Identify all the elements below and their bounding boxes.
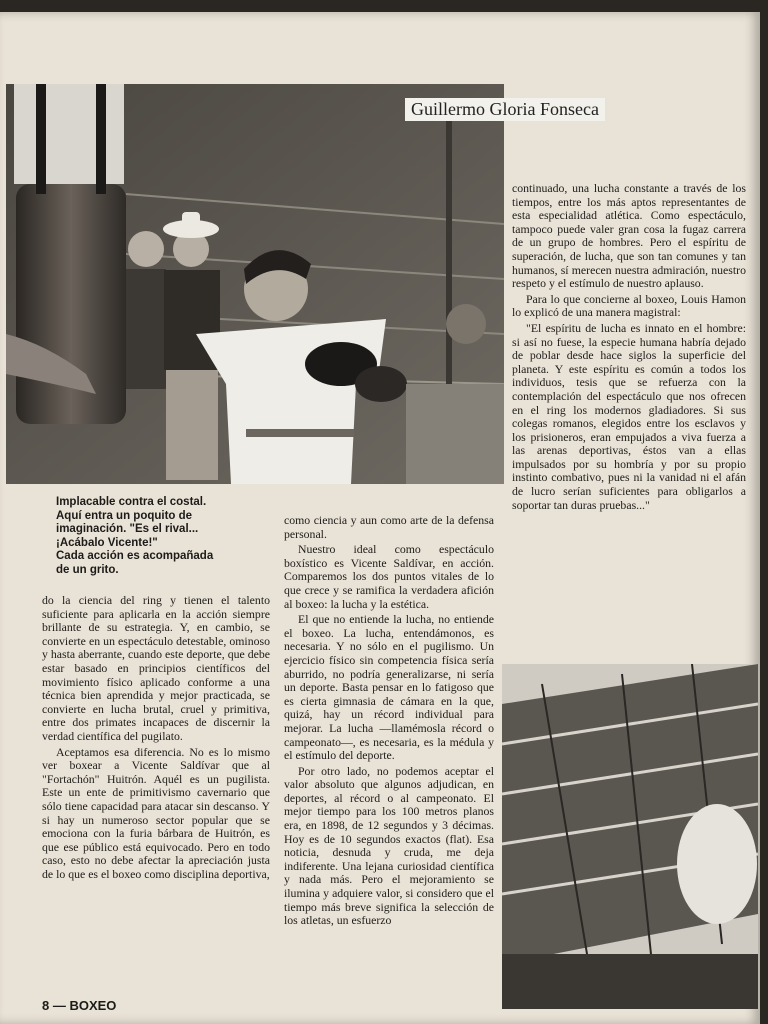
- caption-line: Aquí entra un poquito de: [56, 509, 193, 522]
- gym-ceiling-image: [502, 664, 758, 1009]
- paragraph: continuado, una lucha constante a través de los tiempos, entre los más aptos representantes de esta especialidad atlética. Como espectáculo, tampoco puede valer gran cosa la fugaz carrera de un grupo de hombres. Pero el espíritu de superación, de lucha, que son tan comunes y tan humanos, sí merecen nuestra admiración, nuestro respeto y el estímulo de nuestro aplauso.: [512, 181, 746, 291]
- paragraph: do la ciencia del ring y tienen el talento suficiente para aplicarla en la acción siempre brillante de su estrategia. Y, en cambio, se convierte en un espectáculo detestable, ominoso y hasta aberrante, cuando este deporte, que debe estar basado en principios científicos del movimiento físico aplicado conforme a una técnica bien aprendida y mejor practicada, se convierte en lucha brutal, cruel y primitiva, entre dos primates incapaces de discernir la verdad científica del pugilato.: [42, 593, 270, 743]
- author-byline: Guillermo Gloria Fonseca: [405, 98, 605, 121]
- paragraph: Aceptamos esa diferencia. No es lo mismo ver boxear a Vicente Saldívar que al "Fortachón" Huitrón. Aquél es un pugilista. Este un ente de primitivismo cavernario que sólo tiene capacidad para atacar sin descanso. Y si hay un numeroso sector popular que se emociona con la furia bárbara de Huitrón, es que ese público está equivocado. Pero en todo caso, esto no debe afectar la apreciación justa de lo que es el boxeo como disciplina deportiva,: [42, 744, 270, 881]
- caption-line: imaginación. "Es el rival...: [56, 523, 199, 535]
- paragraph: como ciencia y aun como arte de la defensa personal.: [284, 513, 494, 541]
- gym-ceiling-photo: [502, 664, 758, 1009]
- paragraph: Para lo que concierne al boxeo, Louis Hamon lo explicó de una manera magistral:: [512, 291, 746, 320]
- caption-line: Implacable contra el costal.: [56, 496, 207, 508]
- boxer-training-photo: [6, 84, 504, 484]
- page-folio: 8 — BOXEO: [42, 998, 117, 1013]
- caption-line: Cada acción es acompañada: [56, 550, 214, 562]
- paragraph: Nuestro ideal como espectáculo boxístico es Vicente Saldívar, en acción. Comparemos los dos puntos vitales de lo que crece y se ramifica la verdadera afición al boxeo: la lucha y la estética.: [284, 542, 494, 611]
- caption-line: ¡Acábalo Vicente!": [56, 536, 158, 549]
- article-column-3: [512, 182, 746, 514]
- paragraph: El que no entiende la lucha, no entiende el boxeo. La lucha, entendámonos, es necesaria. Y no sólo en el pugilismo. Un ejercicio físico sin competencia física sería aburrido, no podría generalizarse, ni sería un deporte. Basta pensar en lo fatigoso que es cierta gimnasia de cámara en la que, quizá, hay un récord individual para mejorar. La lucha —llamémosla récord o campeonato—, es necesaria, es la médula y el estímulo del deporte.: [284, 612, 494, 763]
- photo-caption: [56, 496, 280, 577]
- paragraph: "El espíritu de lucha es innato en el hombre: si así no fuese, la especie humana habría dejado de poblar desde hace siglos la superficie del planeta. Y este espíritu es común a todos los individuos, tesis que se refuerza con la contemplación del espectáculo que nos ofrecen en el ring los modernos gladiadores. Si sus colegas romanos, elegidos entre los esclavos y los prisioneros, eran empujados a viva fuerza a las arenas deportivas, éstos van a ellas impulsados por su hombría y por su propio instinto combativo, pues ni la vanidad ni el afán de lucro serían suficientes para obligarlos a soportar tan duras pruebas...": [512, 320, 746, 512]
- caption-line: de un grito.: [56, 563, 119, 576]
- magazine-page: [0, 12, 760, 1024]
- paragraph: Por otro lado, no podemos aceptar el valor absoluto que algunos adjudican, en deportes, al récord o al campeonato. El mejor tiempo para los 100 metros planos era, en 1898, de 12 segundos y 3 décimas. Hoy es de 10 segundos exactos (flat). Esa noticia, desnuda y cruda, me deja indiferente. Una lejana curiosidad científica y nada más. Pero el mejoramiento se ilumina y adquiere valor, si considero que el tiempo más breve significa la selección de los atletas, un esfuerzo: [284, 763, 494, 928]
- boxer-punching-bag-image: [6, 84, 504, 484]
- article-column-1: [42, 594, 270, 883]
- article-column-2: [284, 514, 494, 930]
